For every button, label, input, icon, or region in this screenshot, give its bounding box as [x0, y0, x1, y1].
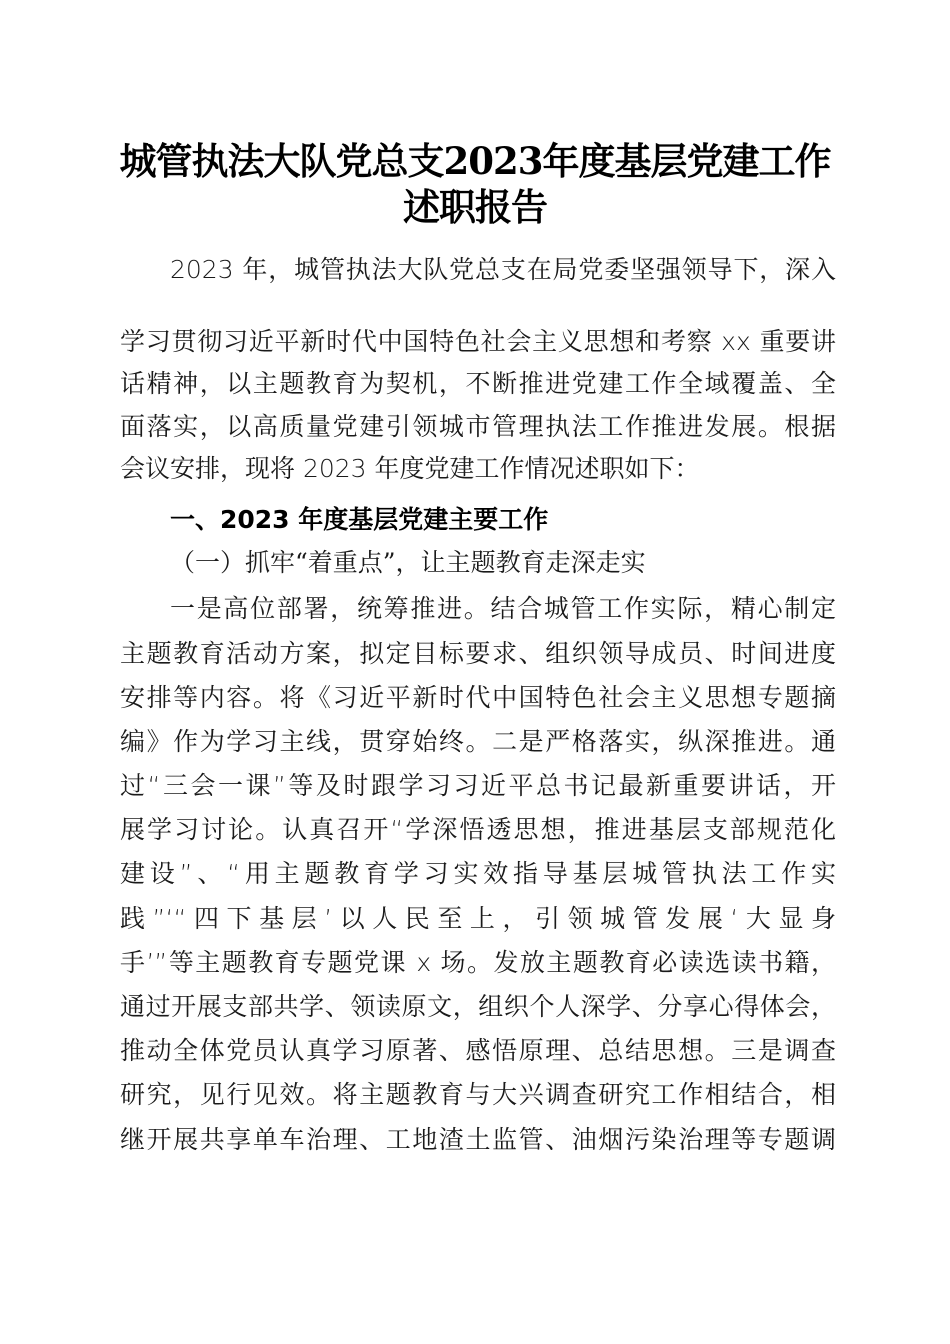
- intro-paragraph-line: 话精神，以主题教育为契机，不断推进党建工作全域覆盖、全: [120, 369, 836, 398]
- body-paragraph-line: 建设”、“用主题教育学习实效指导基层城管执法工作实: [120, 859, 836, 888]
- subsection-heading: （一）抓牢“着重点”，让主题教育走深走实: [170, 548, 646, 577]
- body-paragraph-line: 过“三会一课”等及时跟学习习近平总书记最新重要讲话，开: [120, 771, 836, 800]
- body-paragraph-line: 通过开展支部共学、领读原文，组织个人深学、分享心得体会，: [120, 992, 836, 1021]
- intro-paragraph-line: 会议安排，现将 2023 年度党建工作情况述职如下：: [120, 454, 700, 483]
- section-heading: 一、2023 年度基层党建主要工作: [170, 505, 549, 534]
- body-paragraph-line: 继开展共享单车治理、工地渣土监管、油烟污染治理等专题调: [120, 1125, 836, 1154]
- document-title-line-1: 城管执法大队党总支2023年度基层党建工作: [119, 139, 831, 183]
- body-paragraph-line: 一是高位部署，统筹推进。结合城管工作实际，精心制定: [170, 594, 836, 623]
- body-paragraph-line: 推动全体党员认真学习原著、感悟原理、总结思想。三是调查: [120, 1036, 836, 1065]
- body-paragraph-line: 研究，见行见效。将主题教育与大兴调查研究工作相结合，相: [120, 1080, 836, 1109]
- body-paragraph-line: 手’”等主题教育专题党课 x 场。发放主题教育必读选读书籍，: [120, 948, 836, 977]
- intro-paragraph-line: 学习贯彻习近平新时代中国特色社会主义思想和考察 xx 重要讲: [120, 327, 836, 356]
- body-paragraph-line: 安排等内容。将《习近平新时代中国特色社会主义思想专题摘: [120, 683, 836, 712]
- document-title-line-2: 述职报告: [403, 185, 547, 229]
- body-paragraph-line: 践”‘“四下基层’以人民至上，引领城管发展‘大显身: [120, 904, 836, 933]
- body-paragraph-line: 展学习讨论。认真召开“学深悟透思想，推进基层支部规范化: [120, 815, 836, 844]
- body-paragraph-line: 编》作为学习主线，贯穿始终。二是严格落实，纵深推进。通: [120, 727, 836, 756]
- intro-paragraph-line: 面落实，以高质量党建引领城市管理执法工作推进发展。根据: [120, 412, 836, 441]
- body-paragraph-line: 主题教育活动方案，拟定目标要求、组织领导成员、时间进度: [120, 639, 836, 668]
- intro-paragraph-line: 2023 年，城管执法大队党总支在局党委坚强领导下，深入: [170, 255, 836, 284]
